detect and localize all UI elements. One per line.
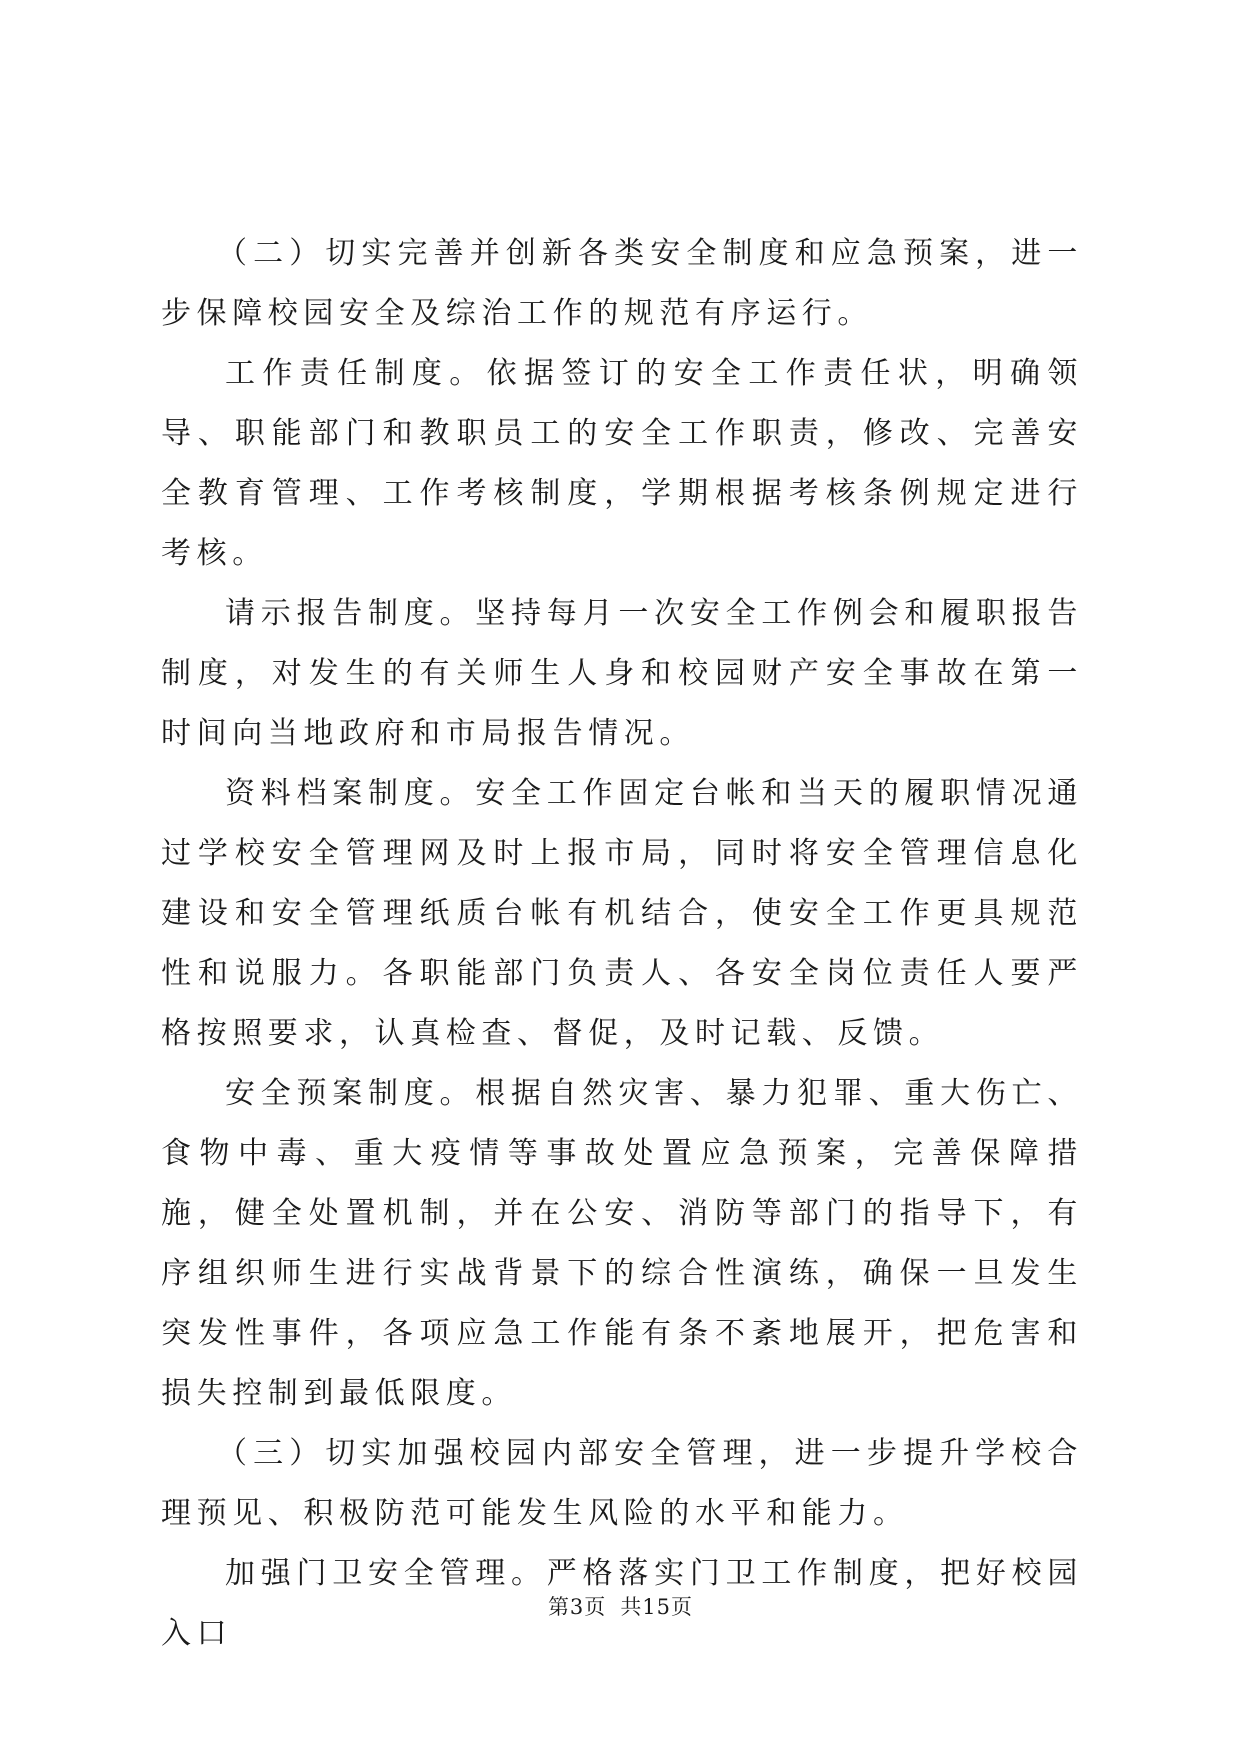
page-number: 第3页: [547, 1595, 607, 1619]
page-footer: [0, 1592, 1241, 1622]
paragraph-emergency-plan: 安全预案制度。根据自然灾害、暴力犯罪、重大伤亡、食物中毒、重大疫情等事故处置应急预案，完善保障措施，健全处置机制，并在公安、消防等部门的指导下，有序组织师生进行实战背景下的综合性演练，确保一旦发生突发性事件，各项应急工作能有条不紊地展开，把危害和损失控制到最低限度。: [161, 1076, 1083, 1411]
section-heading-3: （三）切实加强校园内部安全管理，进一步提升学校合理预见、积极防范可能发生风险的水平和能力。: [161, 1436, 1083, 1531]
section-heading-2: （二）切实完善并创新各类安全制度和应急预案，进一步保障校园安全及综治工作的规范有序运行。: [161, 236, 1083, 331]
document-body: [161, 224, 1083, 1664]
paragraph-archives: 资料档案制度。安全工作固定台帐和当天的履职情况通过学校安全管理网及时上报市局，同时将安全管理信息化建设和安全管理纸质台帐有机结合，使安全工作更具规范性和说服力。各职能部门负责人、各安全岗位责任人要严格按照要求，认真检查、督促，及时记载、反馈。: [161, 776, 1083, 1051]
paragraph-gate-security: 加强门卫安全管理。严格落实门卫工作制度，把好校园入口: [161, 1556, 1083, 1651]
paragraph-reporting: 请示报告制度。坚持每月一次安全工作例会和履职报告制度，对发生的有关师生人身和校园财产安全事故在第一时间向当地政府和市局报告情况。: [161, 596, 1083, 751]
page-total: 共15页: [620, 1595, 694, 1619]
paragraph-work-responsibility: 工作责任制度。依据签订的安全工作责任状，明确领导、职能部门和教职员工的安全工作职责，修改、完善安全教育管理、工作考核制度，学期根据考核条例规定进行考核。: [161, 356, 1083, 571]
